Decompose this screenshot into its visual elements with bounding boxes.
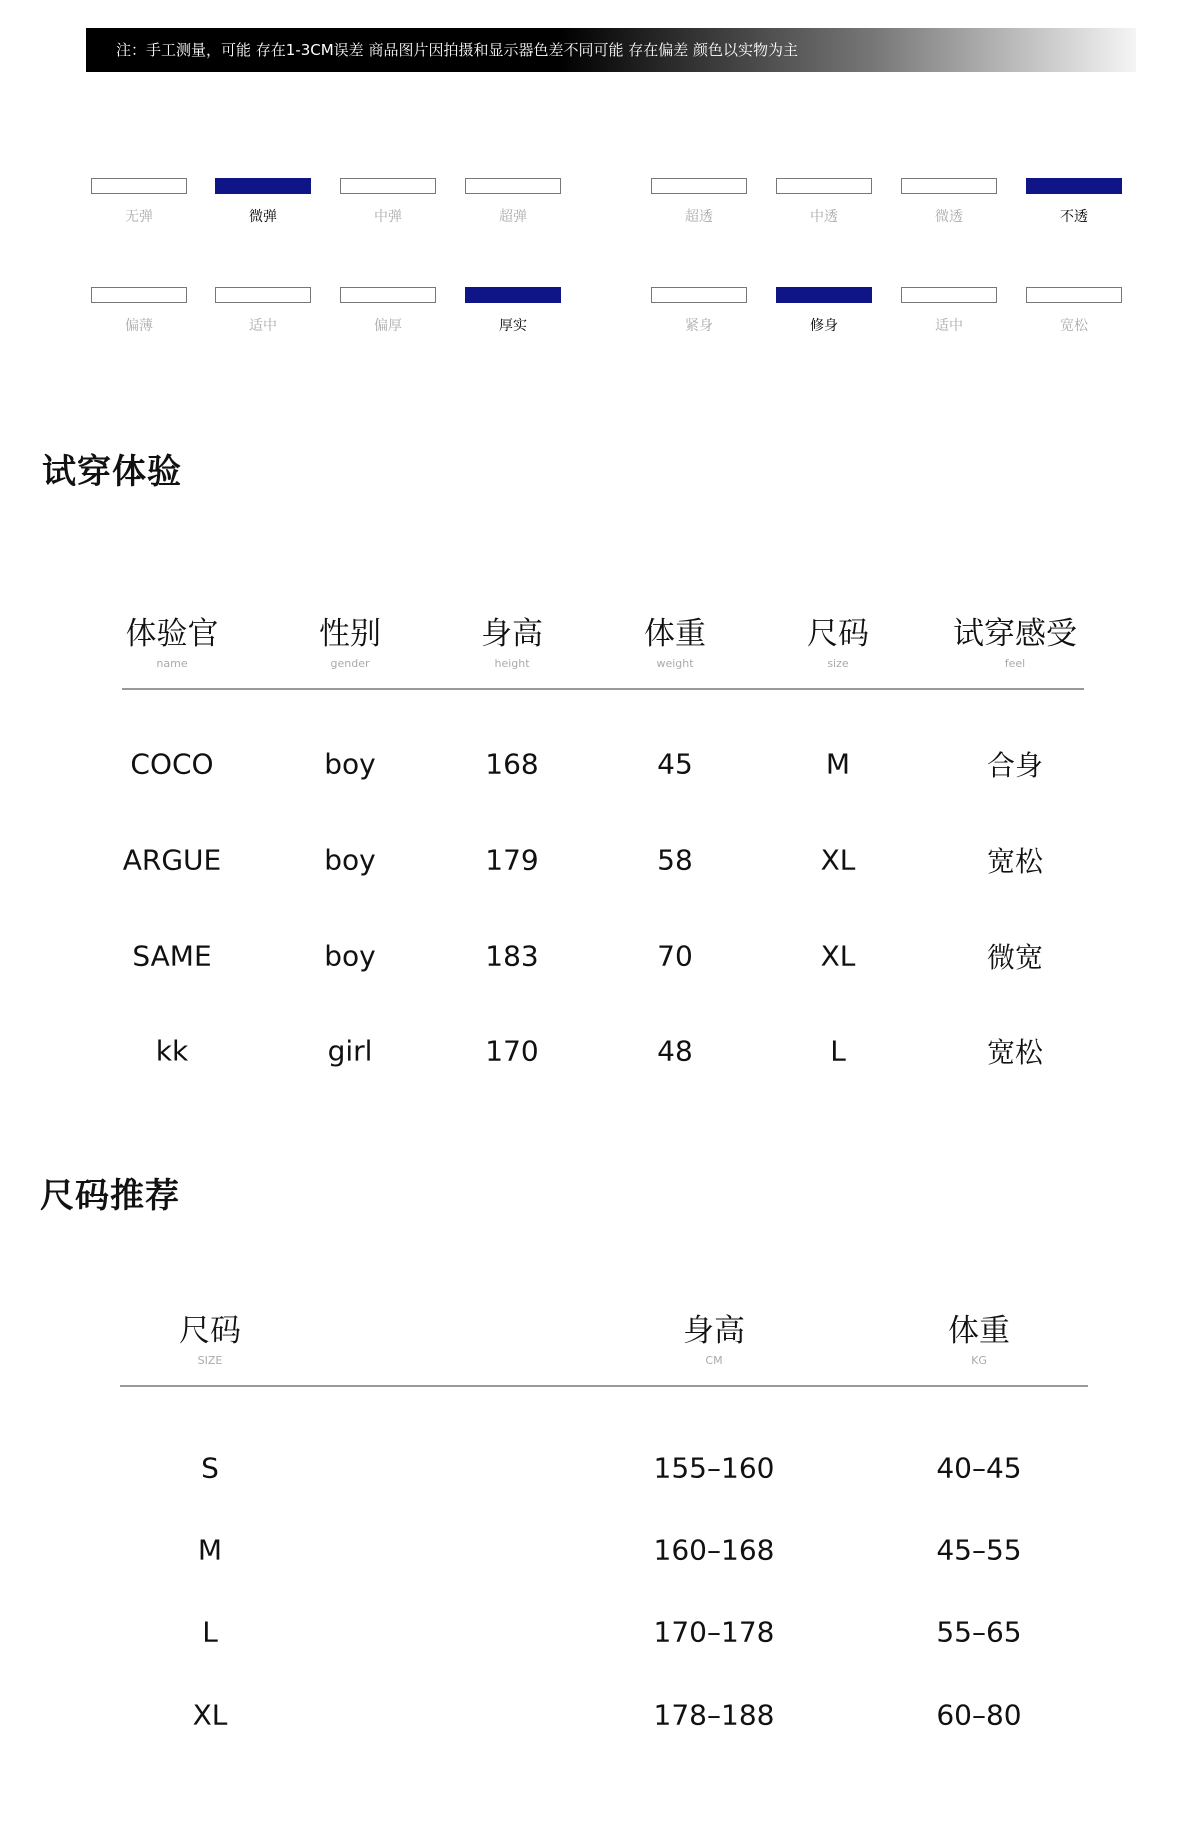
tryon-cell: L	[830, 1034, 846, 1068]
tryon-column-header	[644, 608, 706, 670]
tryon-cell: 45	[657, 747, 693, 781]
header-sublabel: gender	[330, 657, 370, 670]
recommend-header-divider	[120, 1385, 1088, 1387]
scale-elasticity-option	[465, 178, 561, 226]
header-label: 尺码	[179, 1313, 241, 1349]
notice-banner: 注：手工测量，可能 存在1-3CM误差 商品图片因拍摄和显示器色差不同可能 存在偏差 颜色以实物为主	[86, 28, 1136, 72]
recommend-cell: 155–160	[653, 1451, 775, 1485]
scale-elasticity-option	[215, 178, 311, 226]
scale-transparency-option	[1026, 178, 1122, 226]
tryon-cell: 168	[485, 747, 539, 781]
header-sublabel: height	[494, 657, 530, 670]
header-label: 性别	[319, 616, 381, 652]
scale-label: 修身	[810, 318, 838, 334]
scale-bar-selected	[465, 287, 561, 303]
tryon-cell: 合身	[986, 749, 1044, 782]
recommend-cell: XL	[192, 1698, 228, 1732]
header-sublabel: SIZE	[197, 1354, 223, 1367]
tryon-cell: SAME	[132, 939, 212, 973]
tryon-cell: 70	[657, 939, 693, 973]
header-label: 身高	[481, 616, 543, 652]
tryon-cell: 170	[485, 1034, 539, 1068]
scale-elasticity-option	[91, 178, 187, 226]
scale-label: 偏厚	[374, 318, 402, 334]
tryon-cell: ARGUE	[122, 843, 222, 877]
header-label: 身高	[683, 1313, 745, 1349]
scale-thickness-option	[465, 287, 561, 335]
scale-label: 超透	[685, 209, 713, 225]
scale-thickness-option	[91, 287, 187, 335]
recommend-cell: 55–65	[936, 1615, 1022, 1649]
scale-label: 中透	[810, 209, 838, 225]
tryon-column-header	[481, 608, 543, 670]
header-sublabel: CM	[705, 1354, 723, 1367]
header-sublabel: size	[827, 657, 849, 670]
recommend-section-title: 尺码推荐	[40, 1176, 180, 1216]
recommend-cell: 40–45	[936, 1451, 1022, 1485]
scale-transparency-option	[651, 178, 747, 226]
scale-bar	[465, 178, 561, 194]
header-sublabel: feel	[1004, 657, 1026, 670]
tryon-column-header	[807, 608, 869, 670]
tryon-cell: boy	[324, 747, 376, 781]
recommend-column-header	[948, 1305, 1010, 1367]
header-label: 体重	[948, 1313, 1010, 1349]
scale-fit-option	[776, 287, 872, 335]
scale-bar	[1026, 287, 1122, 303]
scale-bar	[901, 178, 997, 194]
recommend-cell: L	[202, 1615, 218, 1649]
recommend-cell: 178–188	[653, 1698, 775, 1732]
scale-label: 不透	[1060, 209, 1088, 225]
scale-label: 微弹	[249, 209, 277, 225]
header-sublabel: KG	[971, 1354, 987, 1367]
scale-fit-option	[901, 287, 997, 335]
scale-label: 超弹	[499, 209, 527, 225]
tryon-cell: 48	[657, 1034, 693, 1068]
scale-bar	[901, 287, 997, 303]
tryon-header-divider	[122, 688, 1084, 690]
tryon-section-title: 试穿体验	[42, 452, 182, 492]
scale-fit-option	[651, 287, 747, 335]
header-sublabel: name	[156, 657, 188, 670]
scale-bar	[91, 178, 187, 194]
scale-label: 中弹	[374, 209, 402, 225]
tryon-cell: XL	[820, 843, 856, 877]
tryon-cell: XL	[820, 939, 856, 973]
header-label: 体验官	[125, 616, 219, 652]
scale-label: 偏薄	[125, 318, 153, 334]
tryon-cell: COCO	[130, 747, 214, 781]
tryon-cell: 179	[485, 843, 539, 877]
tryon-cell: 58	[657, 843, 693, 877]
tryon-column-header	[319, 608, 381, 670]
recommend-cell: 60–80	[936, 1698, 1022, 1732]
tryon-cell: 微宽	[986, 941, 1044, 974]
tryon-cell: 宽松	[986, 845, 1044, 878]
header-label: 尺码	[807, 616, 869, 652]
scale-label: 无弹	[125, 209, 153, 225]
tryon-cell: M	[825, 747, 851, 781]
scale-label: 适中	[249, 318, 277, 334]
scale-bar-selected	[1026, 178, 1122, 194]
scale-label: 宽松	[1060, 318, 1088, 334]
tryon-column-header	[126, 608, 219, 670]
scale-label: 微透	[935, 209, 963, 225]
recommend-cell: M	[197, 1533, 223, 1567]
scale-bar	[776, 178, 872, 194]
scale-bar-selected	[776, 287, 872, 303]
scale-label: 厚实	[499, 318, 527, 334]
tryon-cell: 183	[485, 939, 539, 973]
scale-bar	[651, 287, 747, 303]
fabric-attribute-scales	[0, 0, 1200, 360]
recommend-cell: 45–55	[936, 1533, 1022, 1567]
scale-transparency-option	[901, 178, 997, 226]
scale-transparency-option	[776, 178, 872, 226]
recommend-cell: 170–178	[653, 1615, 775, 1649]
header-label: 体重	[644, 616, 706, 652]
scale-bar	[91, 287, 187, 303]
tryon-cell: boy	[324, 939, 376, 973]
recommend-cell: 160–168	[653, 1533, 775, 1567]
tryon-cell: kk	[155, 1034, 189, 1068]
tryon-cell: boy	[324, 843, 376, 877]
scale-elasticity-option	[340, 178, 436, 226]
scale-bar	[340, 287, 436, 303]
recommend-cell: S	[201, 1451, 219, 1485]
scale-label: 适中	[935, 318, 963, 334]
scale-thickness-option	[215, 287, 311, 335]
recommend-column-header	[179, 1305, 241, 1367]
scale-thickness-option	[340, 287, 436, 335]
scale-bar	[215, 287, 311, 303]
header-sublabel: weight	[656, 657, 694, 670]
scale-fit-option	[1026, 287, 1122, 335]
scale-label: 紧身	[685, 318, 713, 334]
header-label: 试穿感受	[953, 616, 1077, 652]
scale-bar-selected	[215, 178, 311, 194]
tryon-cell: girl	[327, 1034, 373, 1068]
tryon-column-header	[953, 608, 1077, 670]
scale-bar	[651, 178, 747, 194]
tryon-cell: 宽松	[986, 1036, 1044, 1069]
recommend-column-header	[683, 1305, 745, 1367]
scale-bar	[340, 178, 436, 194]
